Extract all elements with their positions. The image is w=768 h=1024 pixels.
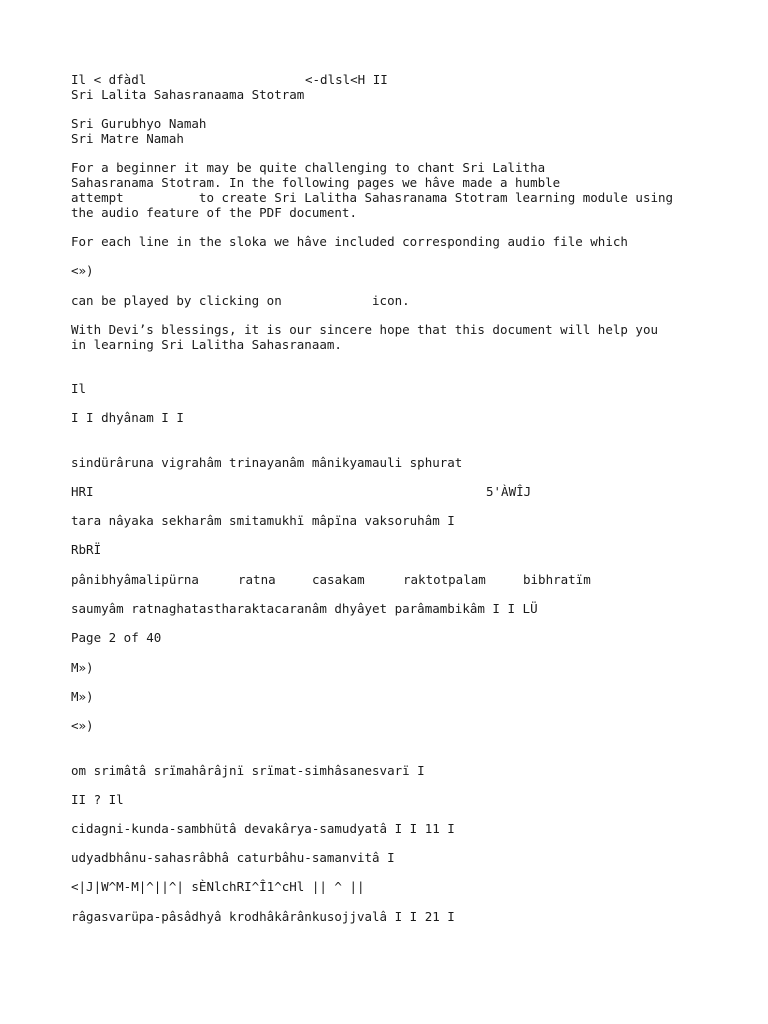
intro-line: the audio feature of the PDF document.	[71, 205, 357, 220]
verse-line: cidagni-kunda-sambhütâ devakârya-samudyatâ I I 11 I	[71, 821, 455, 836]
intro-line: attempt to create Sri Lalitha Sahasranama Stotram learning module using	[71, 190, 674, 205]
header-left: Il < dfàdl	[71, 72, 147, 87]
dhyanam-verse-word: casakam	[312, 572, 365, 587]
audio-icon[interactable]: <»)	[71, 718, 94, 733]
blessing-line: With Devi’s blessings, it is our sincere hope that this document will help you	[71, 322, 658, 337]
verse-line: râgasvarüpa-pâsâdhyâ krodhâkârânkusojjvalâ I I 21 I	[71, 909, 455, 924]
invocation-matre: Sri Matre Namah	[71, 131, 184, 146]
garbled-text: RbRÏ	[71, 542, 102, 557]
document-title: Sri Lalita Sahasranaama Stotram	[71, 87, 305, 102]
audio-icon[interactable]: M»)	[71, 660, 94, 675]
audio-icon[interactable]: M»)	[71, 689, 94, 704]
dhyanam-mark: Il	[71, 381, 87, 396]
intro-audio-sentence: For each line in the sloka we hâve included corresponding audio file which	[71, 234, 628, 249]
intro-line: Sahasranama Stotram. In the following pages we hâve made a humble	[71, 175, 561, 190]
intro-line: For a beginner it may be quite challenging to chant Sri Lalitha	[71, 160, 546, 175]
dhyanam-verse-word: bibhratïm	[523, 572, 591, 587]
verse-line: om srimâtâ srïmahârâjnï srïmat-simhâsanesvarï I	[71, 763, 425, 778]
dhyanam-verse-line: tara nâyaka sekharâm smitamukhï mâpïna vaksoruhâm I	[71, 513, 455, 528]
verse-line: <|J|W^M-M|^||^| sÈNlchRI^Î1^cHl || ^ ||	[71, 879, 365, 894]
header-right: <-dlsl<H II	[305, 72, 388, 87]
dhyanam-verse-word: ratna	[238, 572, 276, 587]
dhyanam-verse-line: sindürâruna vigrahâm trinayanâm mânikyamauli sphurat	[71, 455, 463, 470]
dhyanam-verse-word: raktotpalam	[403, 572, 486, 587]
garbled-text: 5'ÀWÎJ	[486, 484, 532, 499]
page-number: Page 2 of 40	[71, 630, 162, 645]
dhyanam-heading: I I dhyânam I I	[71, 410, 184, 425]
dhyanam-verse-word: pânibhyâmalipürna	[71, 572, 199, 587]
intro-click-sentence: can be played by clicking on icon.	[71, 293, 410, 308]
verse-line: udyadbhânu-sahasrâbhâ caturbâhu-samanvitâ I	[71, 850, 395, 865]
verse-line: II ? Il	[71, 792, 124, 807]
dhyanam-verse-line: saumyâm ratnaghatastharaktacaranâm dhyâyet parâmambikâm I I LÜ	[71, 601, 538, 616]
audio-icon[interactable]: <»)	[71, 263, 94, 278]
garbled-text: HRI	[71, 484, 94, 499]
invocation-guru: Sri Gurubhyo Namah	[71, 116, 207, 131]
blessing-line: in learning Sri Lalitha Sahasranaam.	[71, 337, 342, 352]
